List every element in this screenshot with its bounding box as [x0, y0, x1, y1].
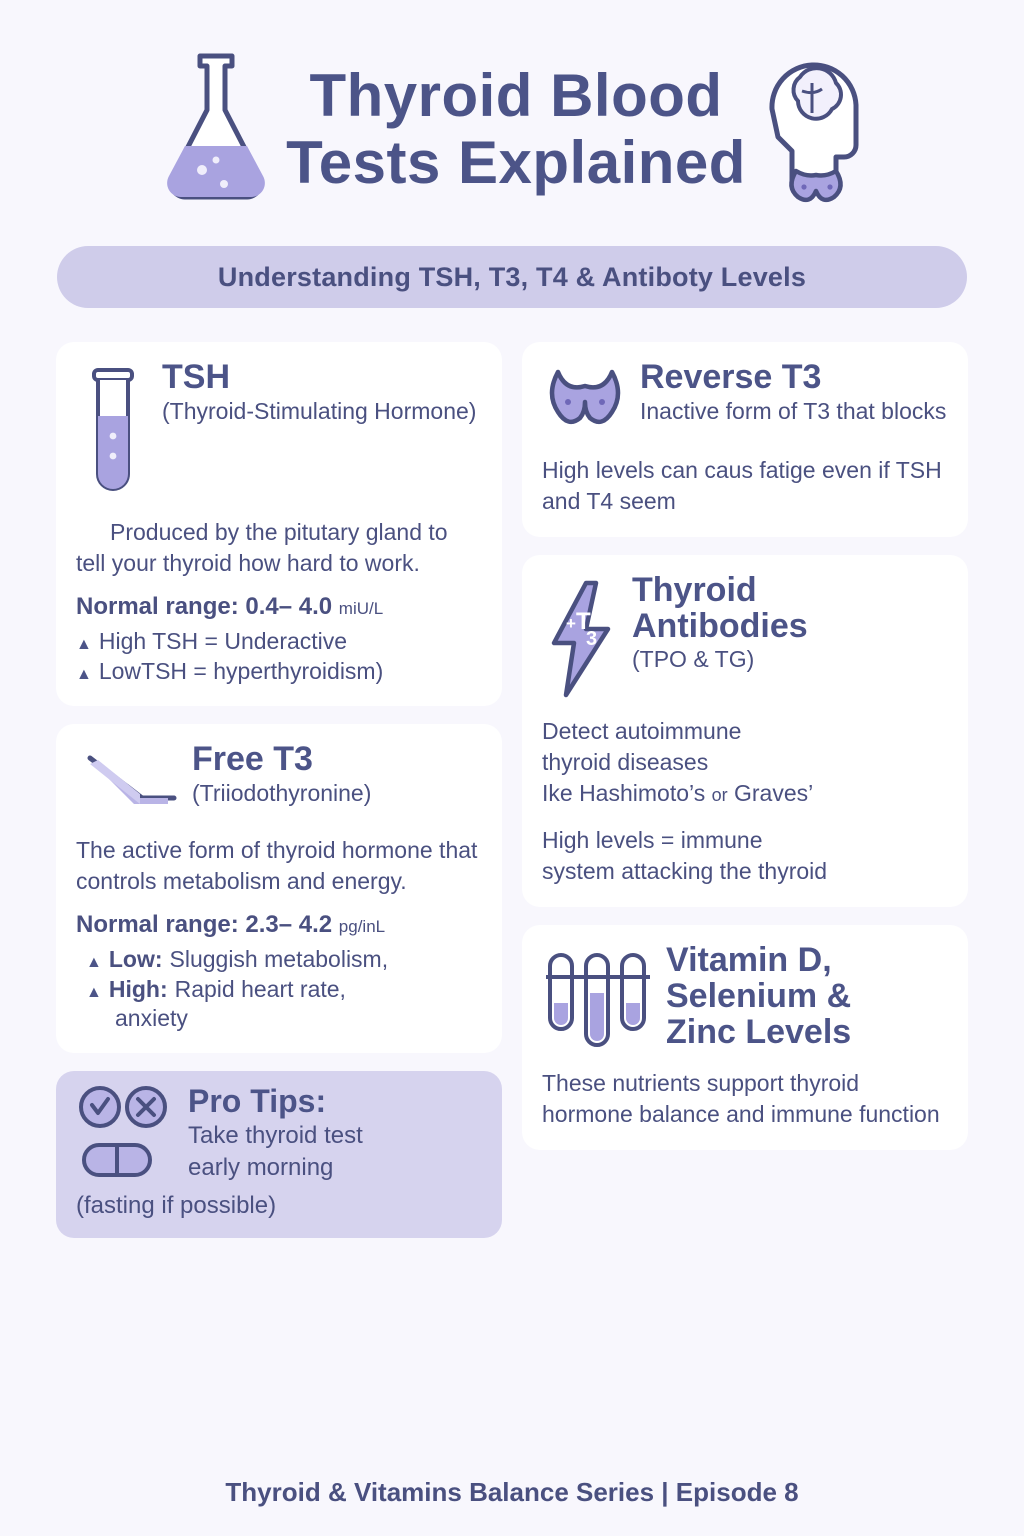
list-item [76, 945, 482, 974]
svg-text:3: 3 [586, 628, 598, 651]
bullet-strong: Low: [108, 946, 163, 973]
card-tsh-range-unit: miU/L [338, 599, 384, 619]
subtitle-text: Understanding TSH, T3, T4 & Antiboty Levels [217, 261, 807, 292]
pro-tips-line-3: (fasting if possible) [76, 1192, 277, 1220]
bullet-text: Rapid heart rate, [174, 975, 346, 1002]
subtitle-pill [57, 246, 967, 308]
title-line-1: Thyroid Blood [309, 61, 723, 129]
card-tsh-range [76, 593, 482, 621]
card-free-t3-range [76, 911, 482, 939]
card-reverse-t3 [522, 342, 968, 537]
card-free-t3-subtitle: (Triiodothyronine) [192, 779, 372, 806]
card-vitamins-body: These nutrients support thyroid hormone balance and immune function [542, 1070, 940, 1128]
thyroid-gland-icon [542, 360, 628, 447]
card-tsh [56, 342, 502, 706]
card-vitamins-title-3: Zinc Levels [666, 1012, 852, 1051]
card-tsh-bullets [76, 627, 482, 686]
title-line-2: Tests Explained [286, 129, 746, 196]
bullet-text: High TSH = Underactive [98, 628, 348, 655]
list-item [76, 657, 482, 686]
bullet-strong: High: [108, 975, 168, 1002]
flask-icon [152, 42, 280, 217]
card-antibodies-body [542, 716, 948, 809]
card-free-t3-range-label: Normal range: 2.3– 4.2 [76, 911, 333, 939]
card-free-t3-range-unit: pg/inL [338, 917, 386, 937]
list-item [76, 1004, 482, 1033]
svg-text:T: T [576, 608, 591, 636]
footer: Thyroid & Vitamins Balance Series | Episode 8 [225, 1477, 799, 1507]
pro-tips-icons [76, 1085, 174, 1190]
bullet-text: Sluggish metabolism, [169, 946, 389, 973]
bullet-text: LowTSH = hyperthyroidism) [98, 657, 384, 684]
lightning-t3-icon [542, 573, 620, 708]
card-antibodies-body-line-2: thyroid diseases [542, 749, 709, 776]
head-thyroid-icon [752, 47, 872, 212]
triangle-icon: ▲ [76, 665, 92, 683]
triangle-icon: ▲ [76, 636, 92, 654]
card-antibodies-subtitle: (TPO & TG) [632, 646, 755, 673]
card-vitamins-title-2: Selenium & [666, 977, 852, 1016]
card-antibodies-body2 [542, 825, 948, 887]
card-free-t3 [56, 724, 502, 1053]
pro-tips-title: Pro Tips: [188, 1083, 327, 1120]
header [56, 0, 968, 240]
triangle-icon: ▲ [86, 983, 102, 1001]
pro-tips-line-2: early morning [188, 1153, 334, 1181]
cards-grid [56, 342, 968, 1238]
svg-text:+: + [566, 614, 576, 634]
card-tsh-title: TSH [162, 358, 230, 396]
card-free-t3-bullets [76, 945, 482, 1033]
pro-tips-panel [56, 1071, 502, 1238]
antibodies-line3-a: Ike Hashimoto’s [542, 780, 706, 807]
card-tsh-subtitle: (Thyroid-Stimulating Hormone) [162, 397, 477, 424]
antibodies-line3-or: or [711, 785, 728, 806]
card-free-t3-title: Free T3 [192, 739, 313, 778]
test-tube-rack-icon [542, 943, 654, 1060]
antibodies-line3-b: Graves’ [734, 780, 814, 807]
card-vitamins [522, 925, 968, 1150]
card-antibodies-body-line-1: Detect autoimmune [542, 718, 742, 745]
card-reverse-t3-body: High levels can caus fatige even if TSH and T4 seem [542, 457, 942, 515]
card-tsh-range-label: Normal range: 0.4– 4.0 [76, 593, 333, 621]
card-free-t3-body: The active form of thyroid hormone that controls metabolism and energy. [76, 836, 478, 895]
triangle-icon: ▲ [86, 954, 102, 972]
card-antibodies-body2-line-2: system attacking the thyroid [542, 858, 828, 885]
card-antibodies-title-1: Thyroid [632, 571, 757, 610]
bent-arm-icon [76, 742, 180, 827]
left-column [56, 342, 502, 1238]
card-tsh-body: Produced by the pitutary gland to tell your thyroid how hard to work. [76, 519, 448, 577]
bullet-text: anxiety [115, 1004, 188, 1031]
card-vitamins-title-1: Vitamin D, [666, 941, 832, 980]
card-antibodies-body2-line-1: High levels = immune [542, 827, 763, 854]
card-antibodies-body-line-3 [542, 778, 948, 809]
pro-tips-line-1: Take thyroid test [188, 1121, 363, 1149]
page-title [286, 62, 746, 196]
right-column [522, 342, 968, 1150]
list-item [76, 975, 482, 1004]
test-tube-icon [76, 360, 150, 509]
card-thyroid-antibodies [522, 555, 968, 907]
list-item [76, 627, 482, 656]
card-reverse-t3-title: Reverse T3 [640, 358, 822, 396]
card-reverse-t3-subtitle: Inactive form of T3 that blocks [640, 397, 947, 424]
card-antibodies-title-2: Antibodies [632, 606, 808, 645]
